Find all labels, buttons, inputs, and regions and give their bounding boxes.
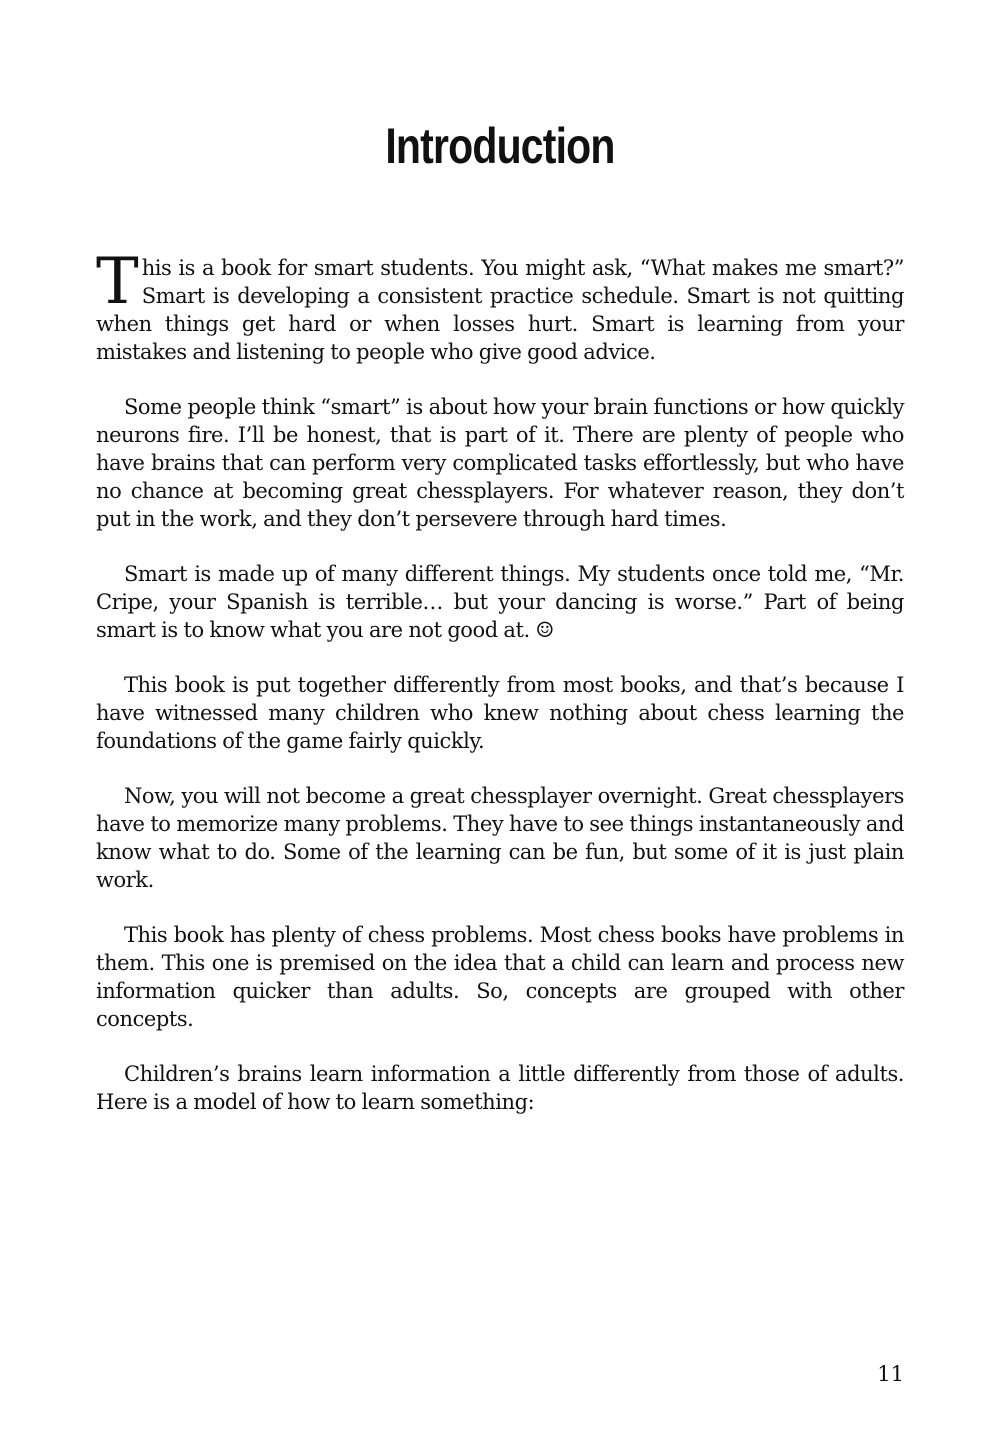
paragraph-2: Some people think “smart” is about how your brain functions or how quickly neurons fire. I’ll be honest, that is part of it. There are plenty of people who have brains that can perform very complicated tasks effortlessly, but who have no chance at becoming great chessplayers. For whatever reason, they don’t put in the work, and they don’t persevere through hard times.: [96, 395, 904, 531]
body-text: [96, 245, 904, 1143]
paragraph-6: This book has plenty of chess problems. Most chess books have problems in them. This one is premised on the idea that a child can learn and process new information quicker than adults. So, concepts are grouped with other concepts.: [96, 923, 904, 1031]
page-title: Introduction: [385, 118, 615, 174]
page-number: 11: [877, 1362, 904, 1386]
paragraph-3: Smart is made up of many different things. My students once told me, “Mr. Cripe, your Spanish is terrible… but your dancing is worse.” Part of being smart is to know what you are not good at. ☺: [96, 562, 904, 642]
paragraph-7: Children’s brains learn information a little differently from those of adults. Here is a model of how to learn something:: [96, 1062, 904, 1114]
paragraph-1-text: his is a book for smart students. You might ask, “What makes me smart?” Smart is developing a consistent practice schedule. Smart is not quitting when things get hard or when losses hurt. Smart is learning from your mistakes and listening to people who give good advice.: [96, 256, 904, 364]
paragraph-4: This book is put together differently from most books, and that’s because I have witnessed many children who knew nothing about chess learning the foundations of the game fairly quickly.: [96, 673, 904, 753]
drop-cap: T: [96, 245, 139, 319]
paragraph-5: Now, you will not become a great chessplayer overnight. Great chessplayers have to memorize many problems. They have to see things instantaneously and know what to do. Some of the learning can be fun, but some of it is just plain work.: [96, 784, 904, 892]
paragraph-1: [96, 245, 904, 366]
